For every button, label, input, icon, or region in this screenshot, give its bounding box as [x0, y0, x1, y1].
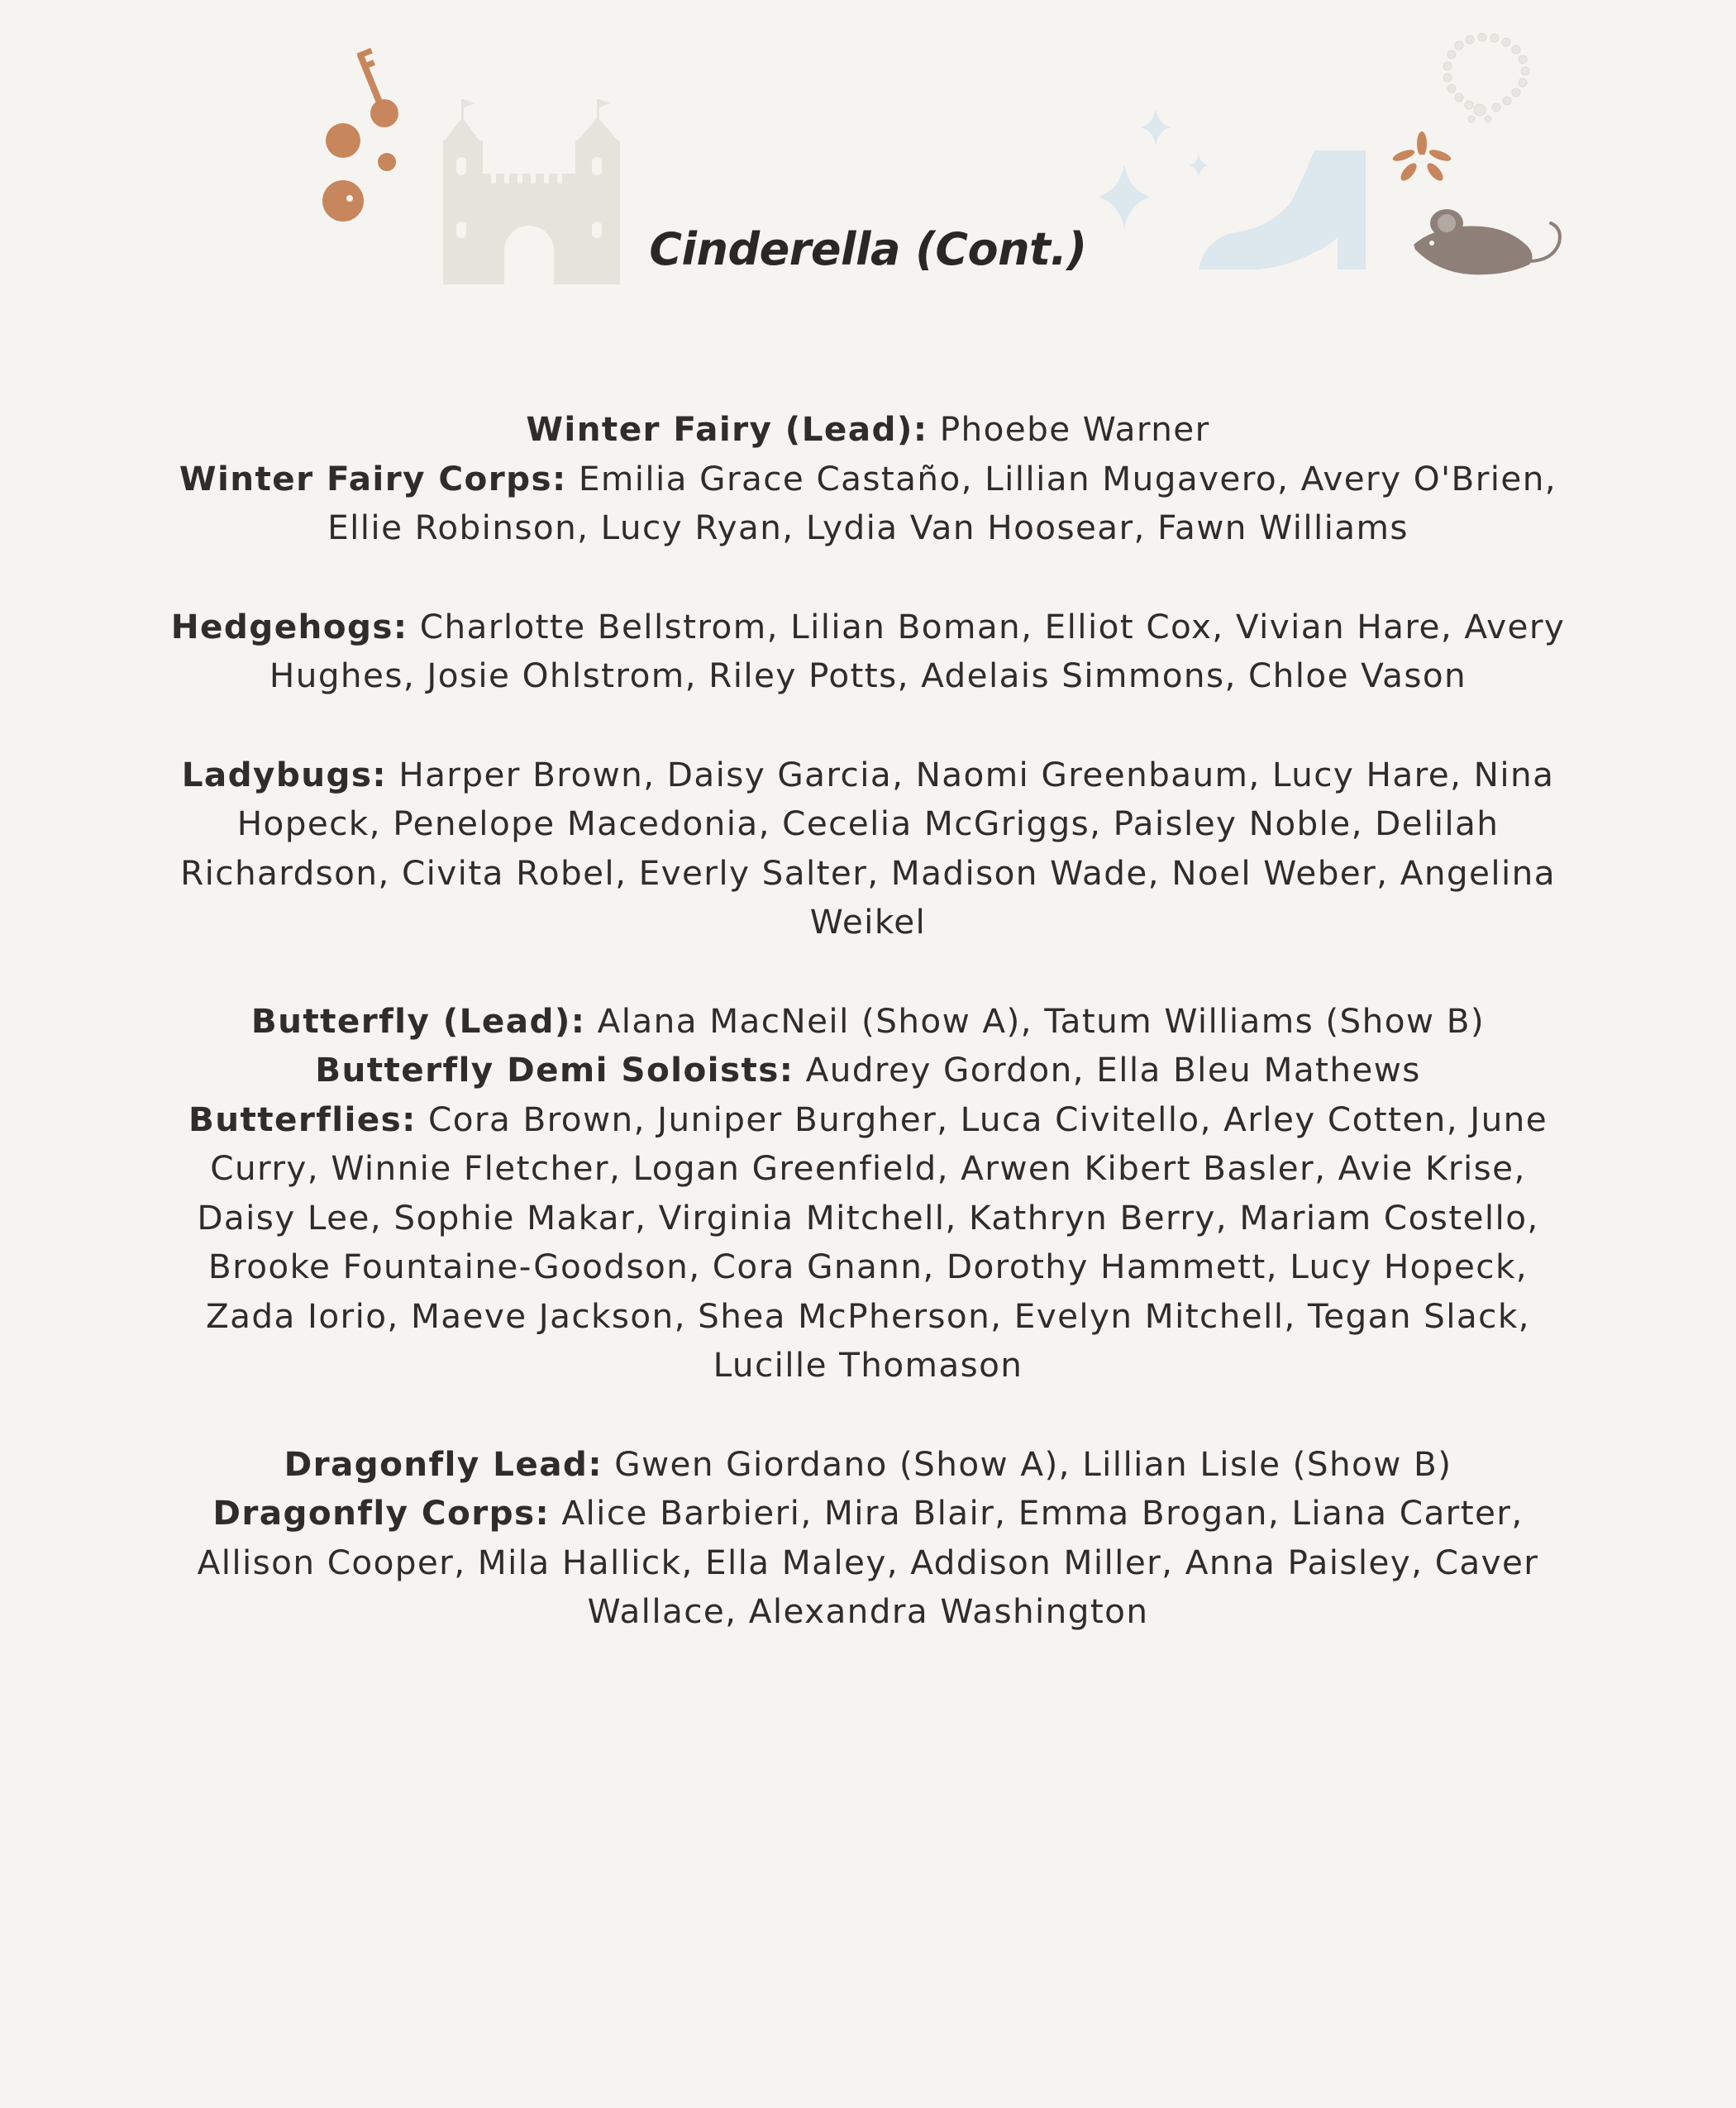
cast-names: Alana MacNeil (Show A), Tatum Williams (Show B) [597, 1000, 1486, 1041]
cast-entry [165, 603, 1571, 701]
cast-names: Audrey Gordon, Ella Bleu Mathews [805, 1050, 1421, 1090]
role-label: Winter Fairy (Lead): [526, 409, 928, 449]
cast-section-hedgehogs [165, 603, 1571, 701]
cast-section-ladybugs [165, 751, 1571, 947]
role-label: Ladybugs: [181, 754, 387, 794]
cast-entry [165, 1095, 1571, 1390]
role-label: Butterfly (Lead): [250, 1000, 586, 1041]
cast-entry [165, 455, 1571, 553]
bead-necklace-icon [1438, 33, 1538, 136]
flower-icon [1389, 131, 1455, 188]
cast-names: Gwen Giordano (Show A), Lillian Lisle (Show B) [614, 1443, 1452, 1484]
role-label: Dragonfly Lead: [284, 1443, 603, 1484]
cast-entry [165, 751, 1571, 947]
cast-entry [165, 1046, 1571, 1095]
cast-section-butterflies [165, 997, 1571, 1390]
role-label: Dragonfly Corps: [212, 1493, 551, 1533]
cast-names: Cora Brown, Juniper Burgher, Luca Civitello, Arley Cotten, June Curry, Winnie Fletcher, Logan Greenfield, Arwen Kibert Basler, Avie Krise, Daisy Lee, Sophie Makar, Virginia Mitchell, Kathryn Berry, Mariam Costello, Brooke Fountaine-Goodson, Cora Gnann, Dorothy Hammett, Lucy Hopeck, Zada Iorio, Maeve Jackson, Shea McPherson, Evelyn Mitchell, Tegan Slack, Lucille Thomason [197, 1099, 1548, 1385]
role-label: Butterflies: [188, 1099, 417, 1139]
cast-section-dragonflies [165, 1440, 1571, 1637]
cast-entry [165, 997, 1571, 1047]
role-label: Hedgehogs: [170, 606, 408, 646]
page-title: Cinderella (Cont.) [649, 223, 1087, 275]
bubbles-icon [314, 116, 413, 231]
cast-entry [165, 1440, 1571, 1490]
role-label: Winter Fairy Corps: [179, 458, 567, 498]
cast-names: Harper Brown, Daisy Garcia, Naomi Greenbaum, Lucy Hare, Nina Hopeck, Penelope Macedonia, Cecelia McGriggs, Paisley Noble, Delilah Richardson, Civita Robel, Everly Salter, Madison Wade, Noel Weber, Angelina Weikel [180, 754, 1556, 942]
cast-names: Charlotte Bellstrom, Lilian Boman, Elliot Cox, Vivian Hare, Avery Hughes, Josie Ohlstrom, Riley Potts, Adelais Simmons, Chloe Vason [269, 606, 1566, 695]
cast-names: Emilia Grace Castaño, Lillian Mugavero, Avery O'Brien, Ellie Robinson, Lucy Ryan, Lydia Van Hoosear, Fawn Williams [327, 458, 1557, 547]
cast-names: Alice Barbieri, Mira Blair, Emma Brogan, Liana Carter, Allison Cooper, Mila Hallick, Ella Maley, Addison Miller, Anna Paisley, Caver Wallace, Alexandra Washington [197, 1493, 1539, 1631]
cast-section-winter-fairies [165, 405, 1571, 553]
cast-names: Phoebe Warner [939, 409, 1210, 449]
role-label: Butterfly Demi Soloists: [315, 1050, 794, 1090]
cast-entry [165, 405, 1571, 455]
cast-list [165, 405, 1571, 1686]
cast-entry [165, 1489, 1571, 1637]
